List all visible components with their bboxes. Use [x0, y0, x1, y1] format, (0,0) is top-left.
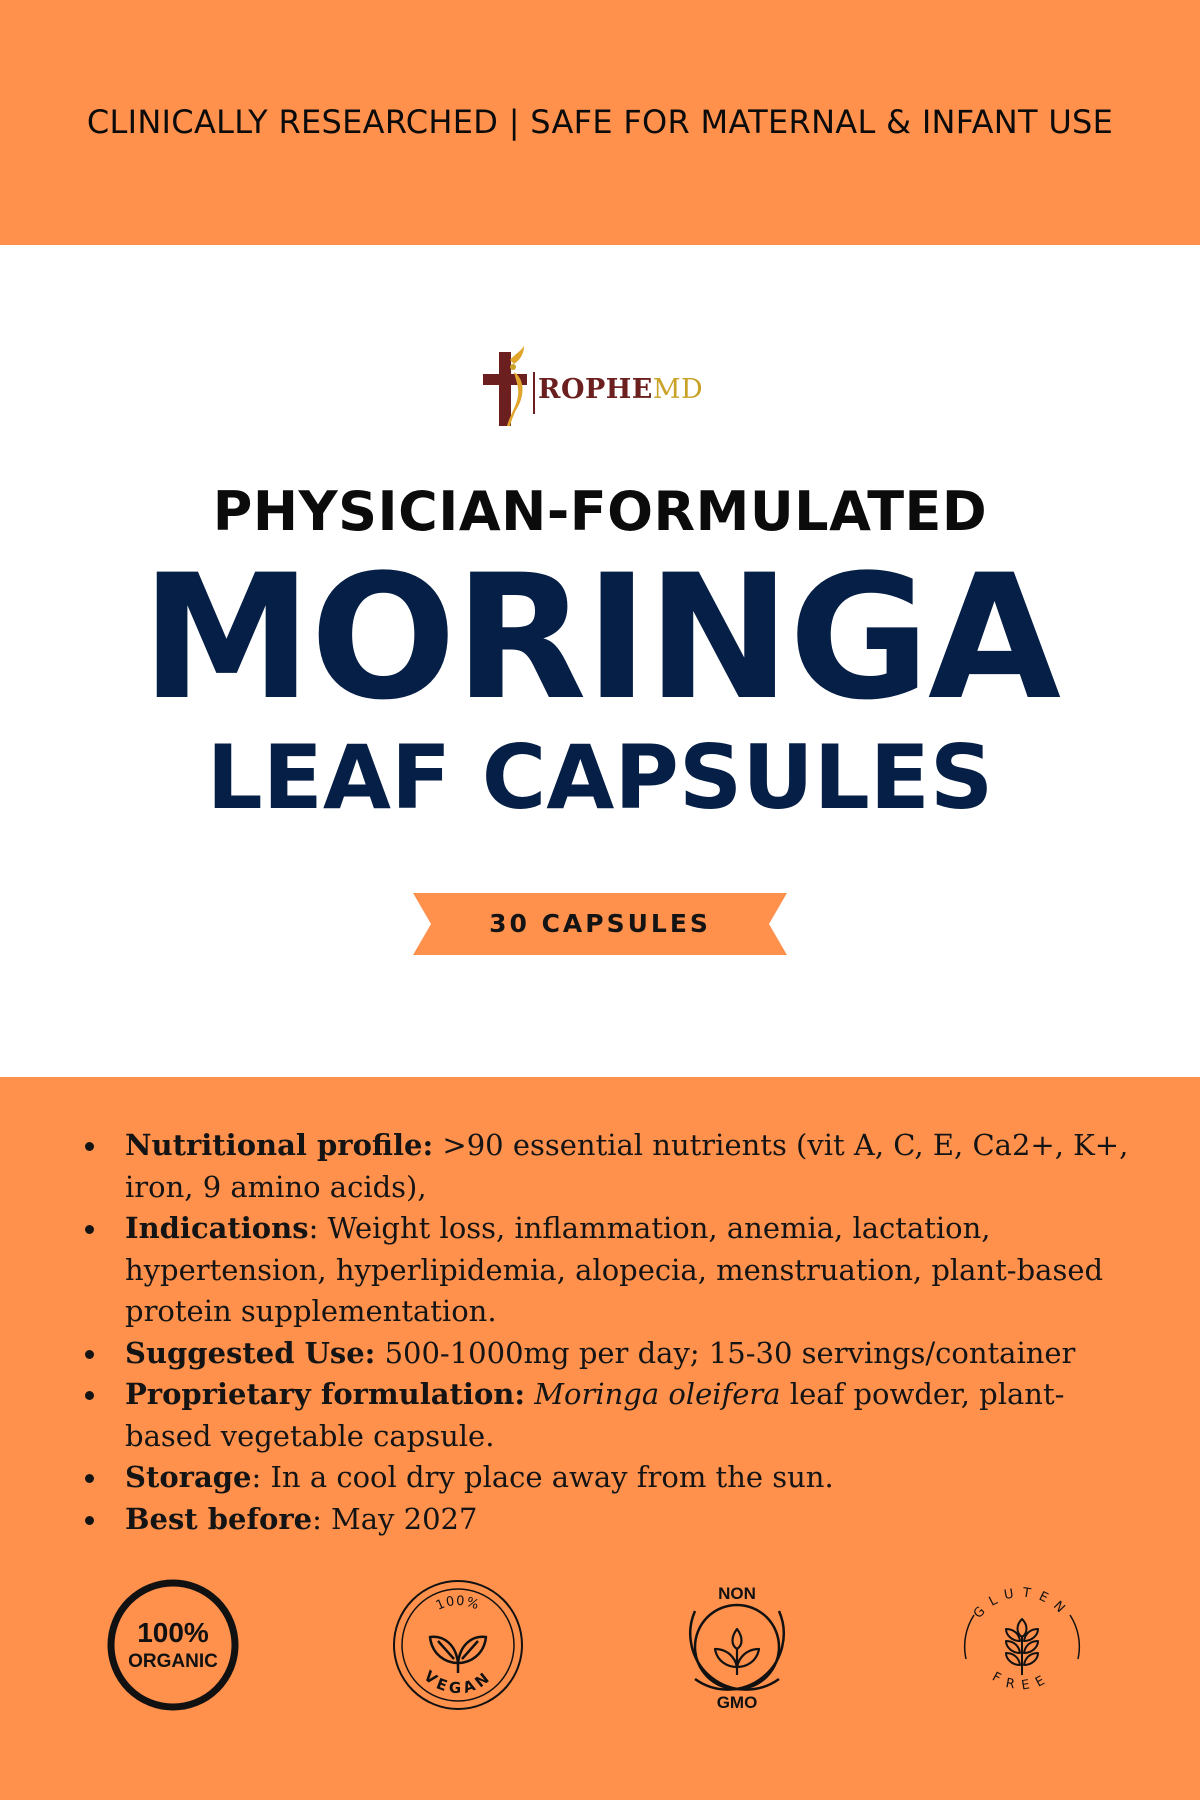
non-gmo-badge [667, 1575, 807, 1715]
non-gmo-badge-icon [667, 1575, 807, 1715]
gluten-free-badge [952, 1575, 1092, 1715]
gluten-free-badge-icon [952, 1575, 1092, 1715]
product-title-sub: LEAF CAPSULES [206, 726, 994, 829]
product-details-list [80, 1125, 1130, 1540]
brand-wordmark [538, 374, 703, 405]
detail-suggested-use: Suggested Use: 500-1000mg per day; 15-30 servings/container [80, 1333, 1130, 1375]
capsule-count: 30 CAPSULES [489, 909, 711, 938]
wheat-icon [1006, 1619, 1038, 1675]
vegan-badge [388, 1575, 528, 1715]
tagline: CLINICALLY RESEARCHED | SAFE FOR MATERNAL & INFANT USE [86, 103, 1114, 141]
brand-name-light: MD [652, 374, 704, 405]
gluten-bottom-text: FREE [989, 1669, 1055, 1694]
product-subtitle: PHYSICIAN-FORMULATED [212, 480, 988, 543]
leaf-icon [430, 1637, 486, 1673]
brand-logo [480, 340, 740, 430]
detail-formulation: Proprietary formulation: Moringa oleifera leaf powder, plant-based vegetable capsule. [80, 1374, 1130, 1457]
detail-storage: Storage: In a cool dry place away from the sun. [80, 1457, 1130, 1499]
cross-flame-icon [480, 340, 540, 430]
sprout-icon [715, 1629, 759, 1675]
brand-name-bold: ROPHE [538, 374, 653, 405]
svg-text:GLUTEN [971, 1585, 1073, 1621]
detail-best-before: Best before: May 2027 [80, 1499, 1130, 1541]
detail-nutritional-profile: Nutritional profile: >90 essential nutrients (vit A, C, E, Ca2+, K+, iron, 9 amino acids), [80, 1125, 1130, 1208]
product-title: MORINGA [140, 537, 1060, 738]
vegan-top-text: 100% [433, 1593, 482, 1614]
organic-badge [103, 1575, 243, 1715]
detail-indications: Indications: Weight loss, inflammation, anemia, lactation, hypertension, hyperlipidemia, alopecia, menstruation, plant-based protein supplementation. [80, 1208, 1130, 1333]
capsule-count-ribbon [413, 893, 787, 955]
top-banner [0, 0, 1200, 245]
gluten-top-text: GLUTEN [970, 1585, 1074, 1622]
organic-badge-icon [103, 1575, 243, 1715]
vegan-badge-icon [388, 1575, 528, 1715]
non-gmo-top-text: NON [718, 1584, 756, 1603]
non-gmo-bottom-text: GMO [716, 1693, 758, 1712]
organic-line2: ORGANIC [128, 1651, 218, 1672]
vegan-bottom-text: VEGAN [420, 1666, 496, 1698]
organic-line1: 100% [137, 1617, 209, 1648]
svg-text:100% [434, 1594, 482, 1614]
